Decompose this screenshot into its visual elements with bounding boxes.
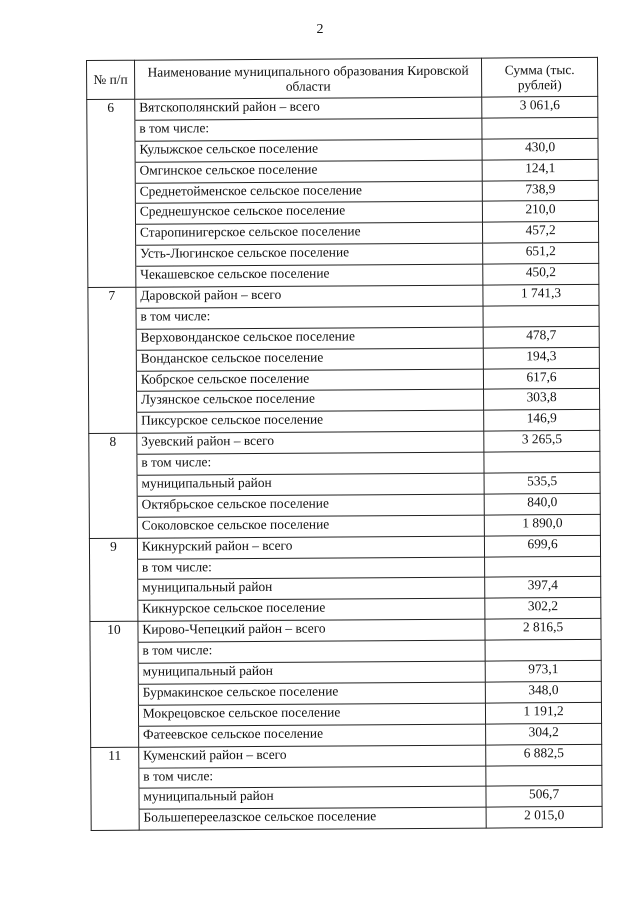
row-number-cell: 7 [88, 287, 136, 308]
sum-cell: 303,8 [484, 389, 600, 411]
sum-cell [482, 117, 598, 139]
sum-cell: 146,9 [484, 410, 600, 432]
sum-cell: 430,0 [482, 138, 598, 160]
sum-cell: 651,2 [483, 243, 599, 265]
row-number-cell: 8 [89, 433, 137, 454]
row-number-cell [88, 245, 136, 266]
sum-cell: 124,1 [482, 159, 598, 181]
sum-cell: 2 015,0 [486, 807, 602, 829]
municipality-name-cell: Зуевский район – всего [137, 431, 484, 454]
allocation-table [86, 57, 603, 831]
municipality-name-cell: Среднетойменское сельское поселение [135, 181, 482, 204]
row-number-cell: 6 [87, 99, 135, 120]
table-header-row [87, 57, 598, 99]
municipality-name-cell: Кикнурский район – всего [137, 536, 484, 559]
row-number-cell [89, 517, 137, 538]
municipality-name-cell: в том числе: [137, 452, 484, 475]
municipality-name-cell: Кикнурское сельское поселение [138, 598, 485, 621]
municipality-name-cell: в том числе: [138, 640, 485, 663]
municipality-name-cell: в том числе: [135, 118, 482, 141]
sum-cell: 617,6 [484, 368, 600, 390]
row-number-cell [90, 580, 138, 601]
municipality-name-cell: Среднешунское сельское поселение [135, 202, 482, 225]
municipality-name-cell: Усть-Люгинское сельское поселение [136, 243, 483, 266]
row-number-cell [90, 705, 138, 726]
sum-cell: 1 741,3 [483, 284, 599, 306]
row-number-cell [87, 204, 135, 225]
row-number-cell [88, 371, 136, 392]
municipality-name-cell: Даровской район – всего [136, 285, 483, 308]
sum-cell: 302,2 [485, 598, 601, 620]
sum-cell: 304,2 [486, 723, 602, 745]
row-number-cell [87, 120, 135, 141]
municipality-name-cell: Большепереелазское сельское поселение [139, 807, 486, 830]
municipality-name-cell: Верховонданское сельское поселение [136, 327, 483, 350]
sum-cell: 535,5 [484, 472, 600, 494]
row-number-cell [91, 809, 139, 830]
municipality-name-cell: Вонданское сельское поселение [136, 348, 483, 371]
sum-cell: 478,7 [483, 326, 599, 348]
sum-cell [485, 640, 601, 662]
sum-cell: 194,3 [483, 347, 599, 369]
table-body [87, 96, 602, 830]
row-number-cell [90, 663, 138, 684]
row-number-cell [91, 789, 139, 810]
sum-cell [486, 765, 602, 787]
sum-cell: 210,0 [483, 201, 599, 223]
municipality-name-cell: Мокрецовское сельское поселение [138, 703, 485, 726]
municipality-name-cell: Омгинское сельское поселение [135, 160, 482, 183]
municipality-name-cell: муниципальный район [139, 786, 486, 809]
sum-cell: 3 061,6 [482, 96, 598, 118]
row-number-cell [90, 684, 138, 705]
municipality-name-cell: муниципальный район [138, 578, 485, 601]
row-number-cell [90, 601, 138, 622]
table-row [91, 807, 602, 831]
sum-cell: 1 191,2 [486, 702, 602, 724]
sum-cell: 2 816,5 [485, 619, 601, 641]
sum-cell: 450,2 [483, 263, 599, 285]
row-number-cell [88, 329, 136, 350]
municipality-name-cell: Чекашевское сельское поселение [136, 264, 483, 287]
municipality-name-cell: Куменский район – всего [139, 745, 486, 768]
row-number-cell [87, 162, 135, 183]
municipality-name-cell: Лузянское сельское поселение [136, 390, 483, 413]
header-number: № п/п [87, 60, 135, 99]
row-number-cell [88, 350, 136, 371]
sum-cell [483, 305, 599, 327]
municipality-name-cell: Кобрское сельское поселение [136, 369, 483, 392]
municipality-name-cell: Октябрьское сельское поселение [137, 494, 484, 517]
municipality-name-cell: Пиксурское сельское поселение [137, 410, 484, 433]
row-number-cell: 10 [90, 621, 138, 642]
municipality-name-cell: в том числе: [136, 306, 483, 329]
row-number-cell [87, 183, 135, 204]
sum-cell [485, 556, 601, 578]
row-number-cell [89, 475, 137, 496]
sum-cell: 973,1 [485, 660, 601, 682]
row-number-cell [87, 141, 135, 162]
municipality-name-cell: в том числе: [137, 557, 484, 580]
municipality-name-cell: Соколовское сельское поселение [137, 515, 484, 538]
row-number-cell [91, 768, 139, 789]
row-number-cell [88, 225, 136, 246]
municipality-name-cell: Кулыжское сельское поселение [135, 139, 482, 162]
row-number-cell: 11 [91, 747, 139, 768]
page-number: 2 [316, 22, 324, 37]
municipality-name-cell: Кирово-Чепецкий район – всего [138, 619, 485, 642]
municipality-name-cell: Вятскополянский район – всего [135, 97, 482, 120]
municipality-name-cell: муниципальный район [138, 661, 485, 684]
header-sum: Сумма (тыс. рублей) [482, 57, 598, 97]
row-number-cell [89, 496, 137, 517]
sum-cell: 457,2 [483, 222, 599, 244]
sum-cell: 738,9 [482, 180, 598, 202]
row-number-cell [88, 266, 136, 287]
row-number-cell [89, 413, 137, 434]
municipality-name-cell: Фатеевское сельское поселение [138, 724, 485, 747]
municipality-name-cell: Старопинигерское сельское поселение [135, 222, 482, 245]
sum-cell [484, 452, 600, 474]
sum-cell: 506,7 [486, 786, 602, 808]
row-number-cell: 9 [89, 538, 137, 559]
row-number-cell [89, 392, 137, 413]
sum-cell: 397,4 [485, 577, 601, 599]
row-number-cell [90, 559, 138, 580]
header-municipality: Наименование муниципального образования Кировской области [134, 58, 482, 99]
row-number-cell [88, 308, 136, 329]
row-number-cell [90, 642, 138, 663]
sum-cell: 6 882,5 [486, 744, 602, 766]
sum-cell: 699,6 [485, 535, 601, 557]
sum-cell: 1 890,0 [484, 514, 600, 536]
sum-cell: 348,0 [485, 681, 601, 703]
sum-cell: 840,0 [484, 493, 600, 515]
municipality-name-cell: муниципальный район [137, 473, 484, 496]
municipality-name-cell: в том числе: [139, 766, 486, 789]
municipality-name-cell: Бурмакинское сельское поселение [138, 682, 485, 705]
sum-cell: 3 265,5 [484, 431, 600, 453]
row-number-cell [91, 726, 139, 747]
row-number-cell [89, 454, 137, 475]
